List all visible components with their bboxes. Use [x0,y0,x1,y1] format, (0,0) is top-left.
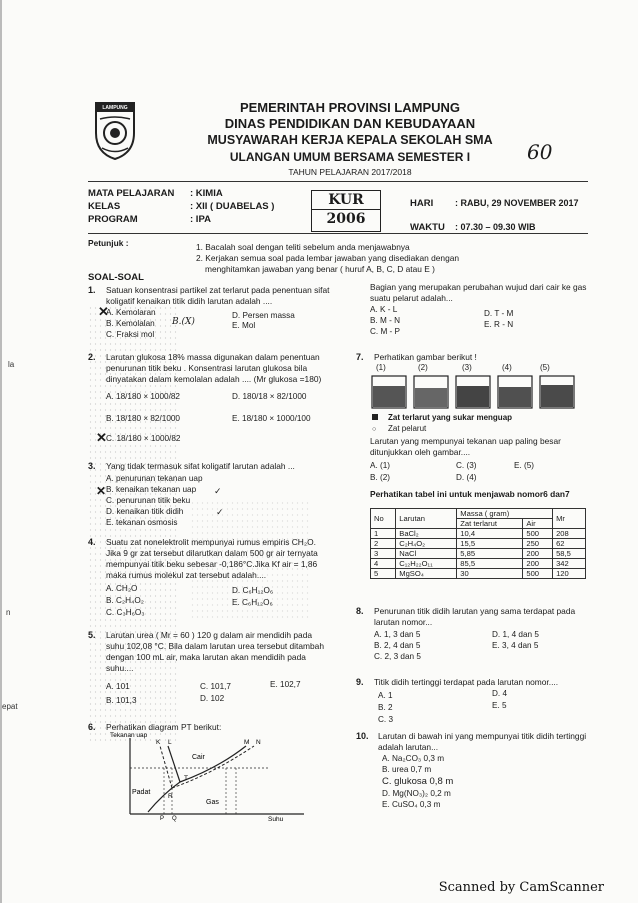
soal-label: SOAL-SOAL [88,272,144,283]
q5-text-4: suhu.... [106,663,134,673]
q1-handwritten-note: B.(X) [172,317,195,327]
cell-mr: 208 [553,529,586,539]
petunjuk-item-2b: menghitamkan jawaban yang benar ( huruf A, B, C, D atau E ) [205,264,435,274]
q10-option-e: E. CuSO₄ 0,3 m [382,800,441,809]
program-value: : IPA [190,214,211,225]
cell-zat: 10,4 [457,529,523,539]
waktu-value: : 07.30 – 09.30 WIB [455,222,536,232]
cell-zat: 15,5 [457,539,523,549]
q4-number: 4. [88,537,96,547]
q7-option-d: D. (4) [456,473,477,482]
q3-option-d: D. kenaikan titik didih [106,507,184,516]
q4-option-d: D. C₆H₁₂O₆ [232,586,274,595]
q5-text-2: suhu 102,08 °C. Bila dalam larutan urea tersebut ditambah [106,641,324,651]
cell-larutan: MgSO₄ [396,569,457,579]
hari-value: : RABU, 29 NOVEMBER 2017 [455,198,579,208]
q8-option-d: D. 1, 4 dan 5 [492,630,539,639]
q1-text-2: koligatif kenaikan titik didih larutan adalah .... [106,296,273,306]
q8-text-2: larutan nomor... [374,617,433,627]
petunjuk-item-1: 1. Bacalah soal dengan teliti sebelum anda menjawabnya [196,242,410,252]
table-row [371,539,586,549]
q7-label-2: (2) [418,363,428,372]
kelas-value: : XII ( DUABELAS ) [190,201,275,212]
cell-zat: 30 [457,569,523,579]
q9-option-e: E. 5 [492,701,507,710]
beaker-1 [372,376,406,408]
cell-no: 5 [371,569,396,579]
th-massa: Massa ( gram) [457,509,553,519]
pt-point-r: R [168,793,173,800]
q5-option-d: D. 102 [200,694,225,703]
cell-air: 200 [523,549,553,559]
lampung-logo [92,93,138,161]
q6-option-c: C. M - P [370,327,401,336]
q10-text-2: adalah larutan... [378,742,439,752]
q7-label-3: (3) [462,363,472,372]
q1-text-1: Satuan konsentrasi partikel zat terlarut pada penentuan sifat [106,285,330,295]
info-divider [88,233,588,234]
cell-larutan: C₂H₄O₂ [396,539,457,549]
kur-stamp-bottom: 2006 [326,211,366,227]
table-row [371,559,586,569]
pt-point-k: K [156,739,161,746]
header-line-2: DINAS PENDIDIKAN DAN KEBUDAYAAN [224,116,476,131]
q6-number: 6. [88,722,96,732]
header-line-5: TAHUN PELAJARAN 2017/2018 [288,167,412,177]
q9-number: 9. [356,677,364,687]
q7-label-1: (1) [376,363,386,372]
q5-option-c: C. 101,7 [200,682,231,691]
pt-point-l: L [168,739,172,746]
cell-mr: 120 [553,569,586,579]
q1-option-a: A. Kemolaran [106,308,156,317]
pt-point-p: P [160,816,165,822]
q7-label-4: (4) [502,363,512,372]
q5-number: 5. [88,630,96,640]
q9-option-c: C. 3 [378,715,394,724]
q7-text-3: ditunjukkan oleh gambar.... [370,447,471,457]
petunjuk-label: Petunjuk : [88,238,129,248]
margin-mark: la [8,360,15,369]
q3-check-mark: ✓ [214,486,222,496]
kelas-label: KELAS [88,201,121,212]
q5-text-3: dengan 100 mL air, maka larutan akan mendidih pada [106,652,306,662]
table-row [371,569,586,579]
q8-number: 8. [356,606,364,616]
mapel-value: : KIMIA [190,188,223,199]
q4-option-b: B. C₂H₄O₂ [106,596,144,605]
margin-mark: epat [2,702,18,711]
th-zat: Zat terlarut [457,519,523,529]
q1-option-b: B. Kemolalan [106,319,155,328]
score-handwritten: 60 [527,140,553,164]
q6-option-a: A. K - L [370,305,398,314]
pt-point-m: M [244,739,250,746]
pt-label-gas: Gas [206,799,219,806]
page-edge-line [0,0,2,903]
q7-option-b: B. (2) [370,473,391,482]
header-line-4: ULANGAN UMUM BERSAMA SEMESTER I [229,150,471,164]
q7-text: Perhatikan gambar berikut ! [374,352,477,362]
header-line-1: PEMERINTAH PROVINSI LAMPUNG [239,100,461,115]
q2-option-d: D. 180/18 × 82/1000 [232,392,307,401]
cell-air: 250 [523,539,553,549]
pt-point-q: Q [172,816,177,822]
q7-legend-1: Zat terlarut yang sukar menguap [388,413,513,422]
solute-symbol [372,414,378,420]
q7-option-c: C. (3) [456,461,477,470]
q10-option-b: B. urea 0,7 m [382,765,432,774]
q1-option-e: E. Mol [232,321,256,330]
q6-text: Perhatikan diagram PT berikut: [106,722,222,732]
q3-option-b: B. kenaikan tekanan uap [106,485,197,494]
pt-phase-diagram [108,732,308,822]
q8-option-a: A. 1, 3 dan 5 [374,630,421,639]
q2-option-e: E. 18/180 × 1000/100 [232,414,311,423]
q2-option-c: C. 18/180 × 1000/82 [106,434,181,443]
q2-option-a: A. 18/180 × 1000/82 [106,392,180,401]
q1-number: 1. [88,285,96,295]
mapel-label: MATA PELAJARAN [88,188,175,199]
q1-option-c: C. Fraksi mol [106,330,155,339]
q7-number: 7. [356,352,364,362]
q2-text-1: Larutan glukosa 18% massa digunakan dalam penentuan [106,352,320,362]
th-mr: Mr [553,509,586,529]
beaker-2 [414,376,448,408]
q2-text-2: penurunan titik beku . Konsentrasi larutan glukosa bila [106,363,308,373]
logo-text: LAMPUNG [102,105,128,111]
kur-stamp-top: KUR [312,191,380,210]
q3-number: 3. [88,461,96,471]
q3-option-a: A. penurunan tekanan uap [106,474,203,483]
q10-option-a: A. Na₂CO₃ 0,3 m [382,754,445,763]
q6-option-b: B. M - N [370,316,401,325]
cell-zat: 5,85 [457,549,523,559]
q10-option-d: D. Mg(NO₃)₂ 0,2 m [382,789,451,798]
pt-label-padat: Padat [132,789,151,796]
header-divider [88,181,588,182]
cell-air: 200 [523,559,553,569]
th-no: No [371,509,396,529]
q6-cont-text-1: Bagian yang merupakan perubahan wujud dari cair ke gas [370,282,587,292]
q6-option-d: D. T - M [484,309,514,318]
q3-option-c: C. penurunan titik beku [106,496,191,505]
pt-melting-curve-solvent [168,746,180,782]
q9-option-b: B. 2 [378,703,393,712]
table-row [371,529,586,539]
q5-option-a: A. 101 [106,682,130,691]
q4-text-3: mempunyai titik beku sebesar -0,186°C.Jika Kf air = 1,86 [106,559,318,569]
th-larutan: Larutan [396,509,457,529]
q10-option-c: C. glukosa 0,8 m [382,776,454,787]
beaker-3 [456,376,490,408]
solution-table [370,508,586,579]
q6-cont-text-2: suatu pelarut adalah... [370,293,453,303]
q3-cross-mark: ✕ [96,484,107,498]
pt-point-t: T [184,775,188,782]
pt-label-cair: Cair [192,754,205,761]
cell-air: 500 [523,569,553,579]
pt-xlabel: Suhu [268,816,284,822]
q6-option-e: E. R - N [484,320,514,329]
q10-number: 10. [356,731,369,741]
cell-larutan: NaCl [396,549,457,559]
hari-label: HARI [410,198,434,209]
cell-larutan: BaCl₂ [396,529,457,539]
q1-option-d: D. Persen massa [232,311,295,320]
q7-beakers-figure [368,372,588,412]
q4-text-2: Jika 9 gr zat tersebut dilarutkan dalam 500 gr air ternyata [106,548,318,558]
petunjuk-item-2a: 2. Kerjakan semua soal pada lembar jawaban yang disediakan dengan [196,253,460,263]
q9-option-d: D. 4 [492,689,508,698]
scanner-watermark: Scanned by CamScanner [438,880,604,895]
q2-text-3: dinyatakan dalam kemolalan adalah .... (Mr glukosa =180) [106,374,322,384]
pt-ylabel: Tekanan uap [110,732,148,739]
q9-option-a: A. 1 [378,691,393,700]
q4-option-e: E. C₆H₁₂O₆ [232,598,273,607]
table-intro: Perhatikan tabel ini untuk menjawab nomor6 dan7 [370,489,570,499]
q4-text-4: maka rumus molekul zat tersebut adalah.... [106,570,267,580]
q2-option-b: B. 18/180 × 82/1000 [106,414,180,423]
q8-text-1: Penurunan titik didih larutan yang sama terdapat pada [374,606,576,616]
margin-mark: n [6,608,11,617]
q9-text: Titik didih tertinggi terdapat pada larutan nomor.... [374,677,559,687]
q4-option-c: C. C₃H₆O₃ [106,608,145,617]
header-line-3: MUSYAWARAH KERJA KEPALA SEKOLAH SMA [207,133,493,147]
q3-option-e: E. tekanan osmosis [106,518,178,527]
q7-label-5: (5) [540,363,550,372]
waktu-label: WAKTU [410,222,445,233]
program-label: PROGRAM [88,214,138,225]
q8-option-c: C. 2, 3 dan 5 [374,652,421,661]
q5-option-b: B. 101,3 [106,696,137,705]
cell-mr: 342 [553,559,586,569]
cell-mr: 58,5 [553,549,586,559]
q7-option-e: E. (5) [514,461,535,470]
q8-option-b: B. 2, 4 dan 5 [374,641,421,650]
cell-no: 4 [371,559,396,569]
q7-option-a: A. (1) [370,461,391,470]
beaker-4 [498,376,532,408]
q4-text-1: Suatu zat nonelektrolit mempunyai rumus empiris CH₂O. [106,537,316,547]
cell-no: 2 [371,539,396,549]
cell-air: 500 [523,529,553,539]
q5-text-1: Larutan urea ( Mr = 60 ) 120 g dalam air mendidih pada [106,630,313,640]
cell-mr: 62 [553,539,586,549]
q8-option-e: E. 3, 4 dan 5 [492,641,539,650]
cell-no: 3 [371,549,396,559]
q1-cross-mark: ✕ [98,304,109,319]
table-header-row [371,509,586,519]
solvent-symbol: ○ [372,426,377,433]
q10-text-1: Larutan di bawah ini yang mempunyai titik didih tertinggi [378,731,587,741]
cell-no: 1 [371,529,396,539]
q2-cross-mark: ✕ [96,430,107,445]
th-air: Air [523,519,553,529]
beaker-5 [540,376,574,408]
cell-zat: 85,5 [457,559,523,569]
kur-stamp [311,190,381,232]
q3-text: Yang tidak termasuk sifat koligatif larutan adalah ... [106,461,295,471]
q3-check-mark-2: ✓ [216,507,224,517]
q7-text-2: Larutan yang mempunyai tekanan uap paling besar [370,436,561,446]
table-row [371,549,586,559]
q4-option-a: A. CH₂O [106,584,138,593]
q2-number: 2. [88,352,96,362]
cell-larutan: C₁₂H₂₂O₁₁ [396,559,457,569]
pt-point-n: N [256,739,261,746]
q5-option-e: E. 102,7 [270,680,301,689]
q7-legend-2: Zat pelarut [388,424,427,433]
